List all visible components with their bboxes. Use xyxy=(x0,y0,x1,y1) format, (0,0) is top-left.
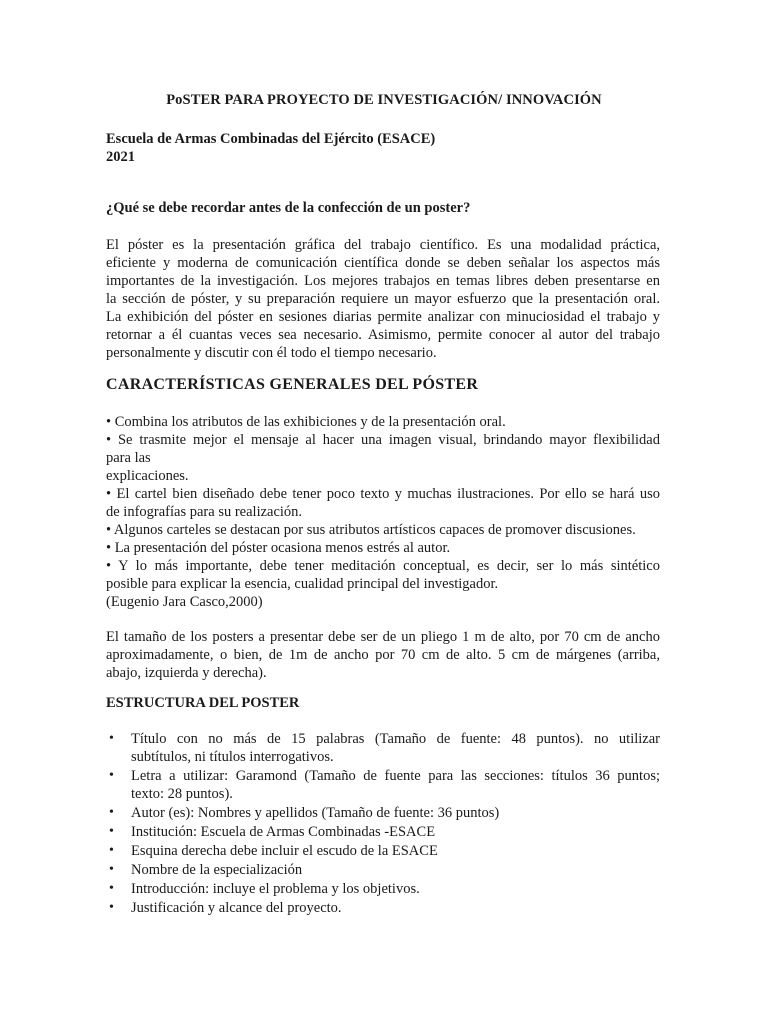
structure-item-line: • Introducción: incluye el problema y los objetivos. xyxy=(131,881,420,897)
structure-item-line: • Esquina derecha debe incluir el escudo de la ESACE xyxy=(131,843,438,859)
structure-item xyxy=(106,730,660,766)
characteristic-line: • Algunos carteles se destacan por sus atributos artísticos capaces de promover discusiones. xyxy=(106,522,636,538)
document-title: PoSTER PARA PROYECTO DE INVESTIGACIÓN/ INNOVACIÓN xyxy=(166,92,602,108)
citation: (Eugenio Jara Casco,2000) xyxy=(106,594,263,610)
characteristics-heading: CARACTERÍSTICAS GENERALES DEL PÓSTER xyxy=(106,376,479,393)
structure-item-line: subtítulos, ni títulos interrogativos. xyxy=(131,749,334,765)
intro-line: la sección de póster, y su preparación requiere un mayor esfuerzo que la presentación oral. xyxy=(106,291,660,307)
characteristic-line: • El cartel bien diseñado debe tener poco texto y muchas ilustraciones. Por ello se hará uso xyxy=(106,486,660,502)
size-line: aproximadamente, o bien, de 1m de ancho por 70 cm de alto. 5 cm de márgenes (arriba, xyxy=(106,647,660,663)
structure-item-line: • Letra a utilizar: Garamond (Tamaño de fuente para las secciones: títulos 36 puntos; xyxy=(131,768,660,784)
intro-line: personalmente y discutir con él todo el tiempo necesario. xyxy=(106,345,437,361)
school-header xyxy=(106,130,435,166)
structure-heading: ESTRUCTURA DEL POSTER xyxy=(106,695,300,711)
structure-item xyxy=(106,842,660,860)
structure-list xyxy=(106,730,660,918)
structure-item-line: texto: 28 puntos). xyxy=(131,786,233,802)
structure-item xyxy=(106,861,660,879)
size-paragraph xyxy=(106,628,660,682)
intro-line: importantes de la investigación. Los mejores trabajos en temas libres deben presentarse en xyxy=(106,273,660,289)
structure-item-line: • Justificación y alcance del proyecto. xyxy=(131,900,342,916)
characteristic-line: posible para explicar la esencia, cualidad principal del investigador. xyxy=(106,576,499,592)
characteristic-line: • La presentación del póster ocasiona menos estrés al autor. xyxy=(106,540,451,556)
school-name: Escuela de Armas Combinadas del Ejército (ESACE) xyxy=(106,131,436,147)
question-heading: ¿Qué se debe recordar antes de la confección de un poster? xyxy=(106,200,471,216)
structure-item xyxy=(106,823,660,841)
characteristics-list xyxy=(106,413,660,611)
structure-item xyxy=(106,767,660,803)
characteristic-line: • Se trasmite mejor el mensaje al hacer una imagen visual, brindando mayor flexibilidad xyxy=(106,432,660,448)
characteristic-line: • Combina los atributos de las exhibiciones y de la presentación oral. xyxy=(106,414,506,430)
characteristic-line: para las xyxy=(106,450,151,466)
intro-line: La exhibición del póster en sesiones diarias permite analizar con minuciosidad el trabajo y xyxy=(106,309,660,325)
structure-item xyxy=(106,880,660,898)
structure-item-line: • Institución: Escuela de Armas Combinadas -ESACE xyxy=(131,824,436,840)
structure-item-line: • Nombre de la especialización xyxy=(131,862,303,878)
structure-item xyxy=(106,899,660,917)
intro-paragraph xyxy=(106,236,660,362)
intro-line: eficiente y moderna de comunicación científica donde se deben señalar los aspectos más xyxy=(106,255,660,271)
size-line: abajo, izquierda y derecha). xyxy=(106,665,267,681)
structure-item-line: • Título con no más de 15 palabras (Tamaño de fuente: 48 puntos). no utilizar xyxy=(131,731,660,747)
characteristic-line: explicaciones. xyxy=(106,468,189,484)
intro-line: retornar a él cuantas veces sea necesario. Asimismo, permite conocer al autor del trabajo xyxy=(106,327,660,343)
structure-item xyxy=(106,804,660,822)
intro-line: El póster es la presentación gráfica del trabajo científico. Es una modalidad práctica, xyxy=(106,237,660,253)
characteristic-line: • Y lo más importante, debe tener meditación conceptual, es decir, ser lo más sintético xyxy=(106,558,660,574)
characteristic-line: de infografías para su realización. xyxy=(106,504,303,520)
structure-item-line: • Autor (es): Nombres y apellidos (Tamaño de fuente: 36 puntos) xyxy=(131,805,500,821)
size-line: El tamaño de los posters a presentar debe ser de un pliego 1 m de alto, por 70 cm de ancho xyxy=(106,629,660,645)
year: 2021 xyxy=(106,149,135,165)
